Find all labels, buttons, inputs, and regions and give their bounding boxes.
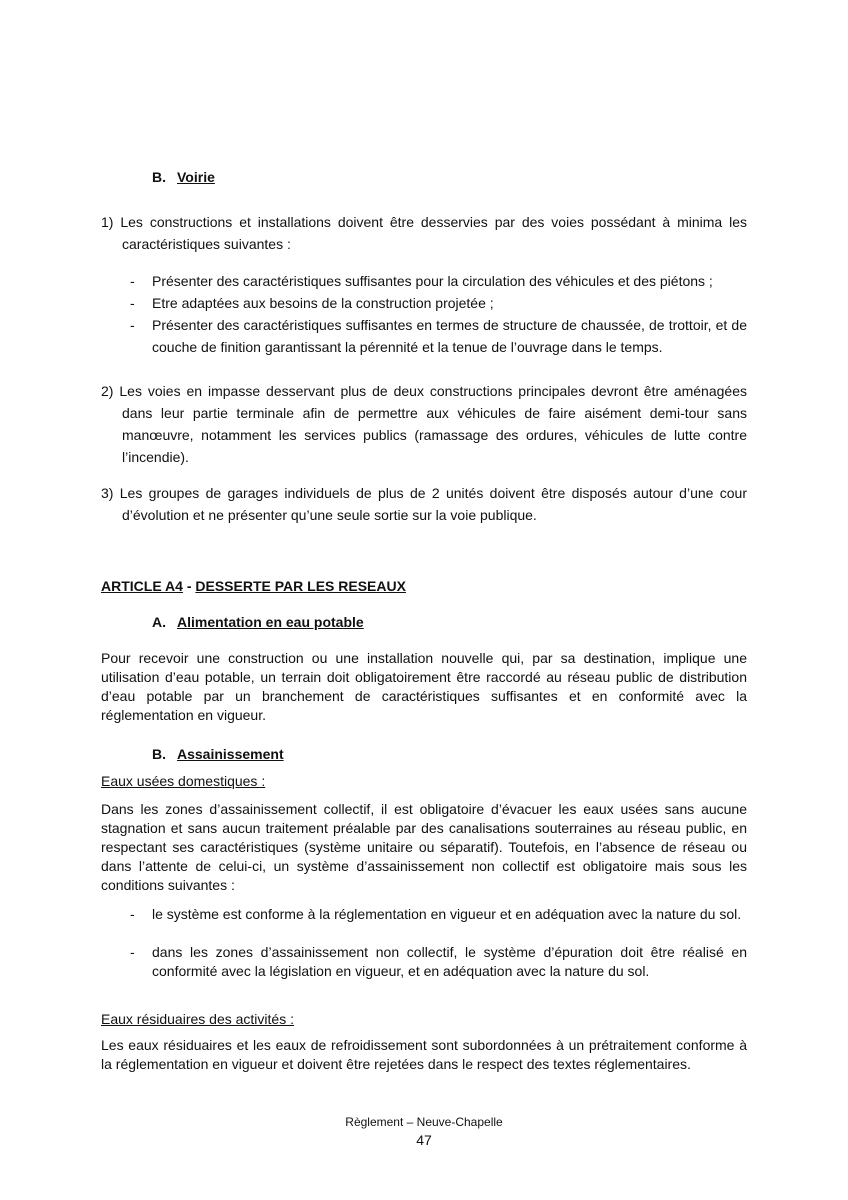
bullet-text: le système est conforme à la réglementation en vigueur et en adéquation avec la nature du sol.: [152, 906, 742, 922]
article-code: ARTICLE A4: [101, 578, 183, 594]
bullet-dash: -: [130, 273, 135, 289]
voirie-bullet-1: [101, 270, 747, 292]
bullet-dash: -: [130, 906, 135, 922]
assainissement-paragraph-2: Les eaux résiduaires et les eaux de refroidissement sont subordonnées à un prétraitement conforme à la réglementation en vigueur et doivent être rejetées dans le respect des textes réglementaires.: [101, 1037, 747, 1072]
voirie-item-3: 3) Les groupes de garages individuels de plus de 2 unités doivent être disposés autour d’une cour d’évolution et ne présenter qu’une seule sortie sur la voie publique.: [101, 485, 747, 523]
page-number: 47: [416, 1132, 432, 1148]
bullet-text: Etre adaptées aux besoins de la construction projetée ;: [152, 295, 494, 311]
section-heading-voirie: [152, 168, 215, 187]
article-separator: -: [182, 578, 196, 594]
voirie-item-1: 1) Les constructions et installations doivent être desservies par des voies possédant à minima les caractéristiques suivantes :: [101, 214, 747, 252]
bullet-dash: -: [130, 295, 135, 311]
section-letter: A.: [152, 614, 166, 630]
section-letter: B.: [152, 169, 166, 185]
section-title: Assainissement: [177, 746, 284, 762]
assainissement-bullet-2: [101, 943, 747, 981]
article-heading: [101, 577, 747, 596]
bullet-text: Présenter des caractéristiques suffisantes en termes de structure de chaussée, de trottoir, et de couche de finition garantissant la pérennité et la tenue de l’ouvrage dans le temps.: [152, 317, 747, 355]
subheading-eaux-usees: Eaux usées domestiques :: [101, 773, 266, 789]
section-heading-assainissement: [152, 745, 284, 764]
footer-document-name: Règlement – Neuve-Chapelle: [345, 1115, 503, 1129]
voirie-bullet-2: [101, 292, 747, 314]
voirie-item-2: 2) Les voies en impasse desservant plus de deux constructions principales devront être aménagées dans leur partie terminale afin de permettre aux véhicules de faire aisément demi-tour sans manœuvre, notamment les services publics (ramassage des ordures, véhicules de lutte contre l’incendie).: [101, 383, 747, 465]
bullet-text: dans les zones d’assainissement non collectif, le système d’épuration doit être réalisé en conformité avec la législation en vigueur, et en adéquation avec la nature du sol.: [152, 944, 747, 979]
eau-paragraph: Pour recevoir une construction ou une installation nouvelle qui, par sa destination, implique une utilisation d’eau potable, un terrain doit obligatoirement être raccordé au réseau public de distribution d’eau potable par un branchement de caractéristiques suffisantes et en conformité avec la réglementation en vigueur.: [101, 650, 747, 723]
voirie-bullet-3: [101, 314, 747, 358]
section-letter: B.: [152, 746, 166, 762]
bullet-text: Présenter des caractéristiques suffisantes pour la circulation des véhicules et des piétons ;: [152, 273, 713, 289]
bullet-dash: -: [130, 944, 135, 960]
section-title: Voirie: [177, 169, 215, 185]
section-title: Alimentation en eau potable: [177, 614, 364, 630]
assainissement-paragraph-1: Dans les zones d’assainissement collectif, il est obligatoire d’évacuer les eaux usées sans aucune stagnation et sans aucun traitement préalable par des canalisations souterraines au réseau public, en respectant ses caractéristiques (système unitaire ou séparatif). Toutefois, en l’absence de réseau ou dans l’attente de celui-ci, un système d’assainissement non collectif est obligatoire mais sous les conditions suivantes :: [101, 801, 747, 893]
subheading-eaux-residuaires: Eaux résiduaires des activités :: [101, 1011, 294, 1027]
assainissement-bullet-1: [101, 905, 747, 924]
bullet-dash: -: [130, 317, 135, 333]
article-title: DESSERTE PAR LES RESEAUX: [195, 578, 406, 594]
section-heading-eau: [152, 613, 364, 632]
